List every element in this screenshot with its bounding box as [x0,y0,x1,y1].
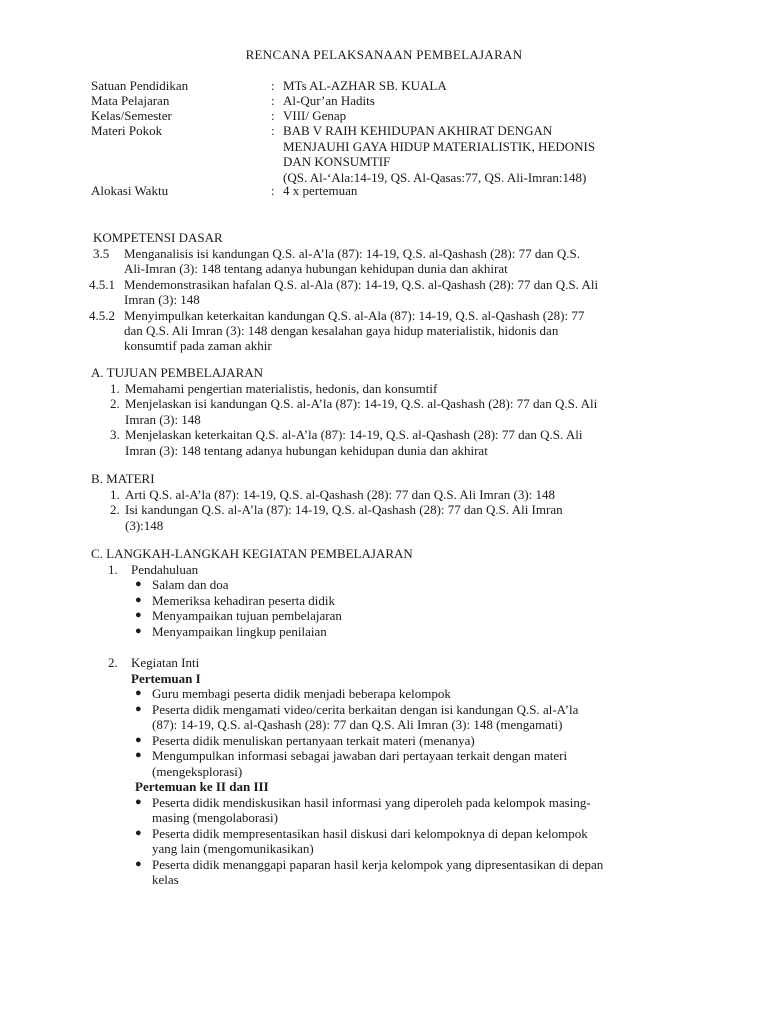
bullet-text: Menyampaikan tujuan pembelajaran [152,608,342,623]
inti-block [91,655,691,671]
kompetensi-code: 3.5 [93,246,110,261]
langkah-section [91,546,691,888]
materi-text-line: (3):148 [125,517,164,533]
identity-value-line: MENJAUHI GAYA HIDUP MATERIALISTIK, HEDONIS [283,138,596,154]
identity-value [283,183,683,199]
identity-value-line: BAB V RAIH KEHIDUPAN AKHIRAT DENGAN [283,123,553,138]
identity-colon: : [271,78,275,93]
bullet-text: Peserta didik menanggapi paparan hasil kerja kelompok yang dipresentasikan di depan [152,856,604,872]
identity-row-alokasi [91,183,691,198]
list-item [91,733,691,749]
tujuan-text-line: Memahami pengertian materialistis, hedonis, dan konsumtif [125,380,438,396]
bullet-icon: ● [135,687,142,699]
bullet-icon: ● [135,826,142,839]
identity-value-line: MTs AL-AZHAR SB. KUALA [283,78,447,93]
materi-text-line: Isi kandungan Q.S. al-A’la (87): 14-19, Q.S. al-Qashash (28): 77 dan Q.S. Ali Imran [125,502,563,517]
bullet-text: Salam dan doa [152,577,229,592]
bullet-text: yang lain (mengomunikasikan) [152,841,314,856]
item-number: 3. [110,427,120,442]
pertemuan2-list [91,795,691,888]
materi-text-line: Arti Q.S. al-A’la (87): 14-19, Q.S. al-Qashash (28): 77 dan Q.S. Ali Imran (3): 148 [125,486,556,502]
pendahuluan-block [91,562,691,578]
tujuan-item [91,427,691,458]
identity-value-line: Al-Qur’an Hadits [283,93,375,108]
kompetensi-text-line: Imran (3): 148 [124,292,200,307]
tujuan-text-line: Menjelaskan keterkaitan Q.S. al-A’la (87): 14-19, Q.S. al-Qashash (28): 77 dan Q.S. Ali [125,427,583,442]
bullet-icon: ● [135,857,142,870]
list-item [91,826,691,857]
materi-list [91,487,691,534]
list-item [91,577,691,593]
pertemuan1-list [91,686,691,779]
identity-value [283,78,683,94]
identity-row-kelas [91,108,691,123]
kompetensi-item [91,277,691,308]
tujuan-section [91,365,691,458]
identity-value [283,93,683,109]
materi-item [91,487,691,503]
bullet-icon: ● [135,795,142,808]
document-title: RENCANA PELAKSANAAN PEMBELAJARAN [245,47,523,62]
bullet-text: Guru membagi peserta didik menjadi beberapa kelompok [152,686,451,701]
bullet-text: Peserta didik mengamati video/cerita berkaitan dengan isi kandungan Q.S. al-A’la [152,701,579,717]
materi-item [91,502,691,533]
item-number: 2. [110,396,120,411]
tujuan-item [91,396,691,427]
pertemuan1-title: Pertemuan I [131,670,201,686]
item-number: 2. [108,655,118,670]
identity-table [91,78,691,198]
identity-row-mapel [91,93,691,108]
bullet-icon: ● [135,702,142,715]
identity-colon: : [271,183,275,198]
bullet-icon: ● [135,624,142,637]
identity-row-satuan [91,78,691,93]
identity-label: Kelas/Semester [91,108,172,123]
identity-value [283,108,683,124]
identity-value-line: DAN KONSUMTIF [283,154,391,169]
list-item [91,686,691,702]
tujuan-text-line: Imran (3): 148 tentang adanya hubungan kehidupan dunia dan akhirat [125,442,488,458]
identity-row-materi [91,123,691,183]
kompetensi-item [91,246,691,277]
materi-section [91,471,691,533]
tujuan-text-line: Imran (3): 148 [125,411,201,427]
tujuan-text-line: Menjelaskan isi kandungan Q.S. al-A’la (87): 14-19, Q.S. al-Qashash (28): 77 dan Q.S. Ali [125,396,598,411]
bullet-icon: ● [135,578,142,590]
bullet-text: Peserta didik mempresentasikan hasil diskusi dari kelompoknya di depan kelompok [152,825,588,841]
list-item [91,702,691,733]
kompetensi-text-line: Menganalisis isi kandungan Q.S. al-A’la (87): 14-19, Q.S. al-Qashash (28): 77 dan Q.S. [124,246,581,261]
pendahuluan-list [91,577,691,639]
item-number: 1. [110,486,120,502]
bullet-icon: ● [135,749,142,761]
pendahuluan-title: Pendahuluan [131,561,199,577]
bullet-text: Memeriksa kehadiran peserta didik [152,592,336,608]
kompetensi-code: 4.5.2 [89,308,115,323]
list-item [91,795,691,826]
bullet-text: masing (mengolaborasi) [152,810,278,825]
list-item [91,857,691,888]
kompetensi-list [91,246,691,354]
item-number: 1. [110,380,120,396]
item-number: 2. [110,502,120,517]
pertemuan2-title: Pertemuan ke II dan III [135,779,269,794]
kompetensi-text-line: konsumtif pada zaman akhir [124,338,272,353]
tujuan-heading: A. TUJUAN PEMBELAJARAN [91,365,264,380]
bullet-text: Mengumpulkan informasi sebagai jawaban dari pertayaan terkait dengan materi [152,748,568,763]
identity-colon: : [271,108,275,123]
bullet-text: Peserta didik mendiskusikan hasil informasi yang diperoleh pada kelompok masing- [152,794,591,810]
tujuan-list [91,381,691,459]
langkah-heading: C. LANGKAH-LANGKAH KEGIATAN PEMBELAJARAN [91,546,413,561]
kompetensi-code: 4.5.1 [89,277,115,292]
identity-label: Mata Pelajaran [91,93,170,108]
kompetensi-text-line: Menyimpulkan keterkaitan kandungan Q.S. al-Ala (87): 14-19, Q.S. al-Qashash (28): 77 [124,308,585,323]
item-number: 1. [108,561,118,577]
kompetensi-heading: KOMPETENSI DASAR [93,230,223,245]
list-item [91,608,691,624]
bullet-text: (87): 14-19, Q.S. al-Qashash (28): 77 dan Q.S. Ali Imran (3): 148 (mengamati) [152,717,563,732]
tujuan-item [91,381,691,397]
identity-label: Materi Pokok [91,123,163,138]
bullet-icon: ● [135,733,142,746]
identity-value [283,123,683,185]
list-item [91,748,691,779]
kompetensi-item [91,308,691,354]
identity-value-line: (QS. Al-‘Ala:14-19, QS. Al-Qasas:77, QS. Ali-Imran:148) [283,169,587,185]
identity-colon: : [271,93,275,108]
inti-title: Kegiatan Inti [131,655,200,670]
bullet-text: kelas [152,872,179,887]
kompetensi-text-line: dan Q.S. Ali Imran (3): 148 dengan kesalahan gaya hidup materialistik, hidonis dan [124,323,559,338]
materi-heading: B. MATERI [91,471,155,486]
bullet-text: Peserta didik menuliskan pertanyaan terkait materi (menanya) [152,732,475,748]
kompetensi-text-line: Ali-Imran (3): 148 tentang adanya hubungan kehidupan dunia dan akhirat [124,261,508,276]
bullet-text: (mengeksplorasi) [152,763,243,779]
identity-colon: : [271,123,275,138]
bullet-icon: ● [135,593,142,606]
list-item [91,593,691,609]
bullet-text: Menyampaikan lingkup penilaian [152,623,327,639]
kompetensi-text-line: Mendemonstrasikan hafalan Q.S. al-Ala (87): 14-19, Q.S. al-Qashash (28): 77 dan Q.S. Ali [124,277,599,292]
bullet-icon: ● [135,609,142,621]
identity-label: Satuan Pendidikan [91,78,189,93]
identity-value-line: 4 x pertemuan [283,183,358,198]
identity-value-line: VIII/ Genap [283,108,347,123]
identity-label: Alokasi Waktu [91,183,169,198]
list-item [91,624,691,640]
